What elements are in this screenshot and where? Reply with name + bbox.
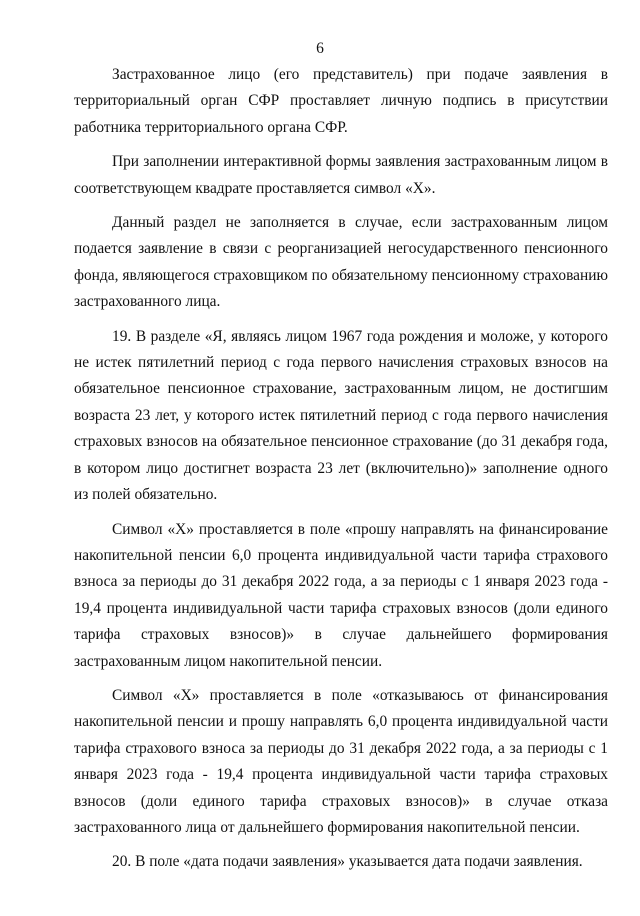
page-number: 6 — [316, 40, 324, 57]
document-body — [74, 62, 608, 876]
paragraph-reorganization: Данный раздел не заполняется в случае, если застрахованным лицом подается заявление в связи с реорганизацией негосударственного пенсионного фонда, являющегося страховщиком по обязательному пенсионному страхованию застрахованного лица. — [74, 214, 608, 311]
paragraph-signature: Застрахованное лицо (его представитель) при подаче заявления в территориальный орган СФР проставляет личную подпись в присутствии работника территориального органа СФР. — [74, 66, 608, 136]
paragraph-refusal-option: Символ «X» проставляется в поле «отказываюсь от финансирования накопительной пенсии и прошу направлять 6,0 процента индивидуальной части тарифа страхового взноса за периоды до 31 декабря 2022 года, а за периоды с 1 января 2023 года - 19,4 процента индивидуальной части тарифа страховых взносов (доли единого тарифа страховых взносов)» в случае отказа застрахованного лица от дальнейшего формирования накопительной пенсии. — [74, 686, 608, 836]
paragraph-funding-option: Символ «X» проставляется в поле «прошу направлять на финансирование накопительной пенсии 6,0 процента индивидуальной части тарифа страхового взноса за периоды до 31 декабря 2022 года, а за периоды с 1 января 2023 года - 19,4 процента индивидуальной части тарифа страховых взносов (доли единого тарифа страховых взносов)» в случае дальнейшего формирования застрахованным лицом накопительной пенсии. — [74, 520, 608, 670]
paragraph-item-20: 20. В поле «дата подачи заявления» указывается дата подачи заявления. — [112, 853, 583, 871]
paragraph-item-19: 19. В разделе «Я, являясь лицом 1967 года рождения и моложе, у которого не истек пятилетний период с года первого начисления страховых взносов на обязательное пенсионное страхование, застрахованным лицом, не достигшим возраста 23 лет, у которого истек пятилетний период с года первого начисления страховых взносов на обязательное пенсионное страхование (до 31 декабря года, в котором лицо достигнет возраста 23 лет (включительно)» заполнение одного из полей обязательно. — [74, 327, 608, 504]
paragraph-interactive-form: При заполнении интерактивной формы заявления застрахованным лицом в соответствующем квадрате проставляется символ «X». — [74, 153, 608, 197]
